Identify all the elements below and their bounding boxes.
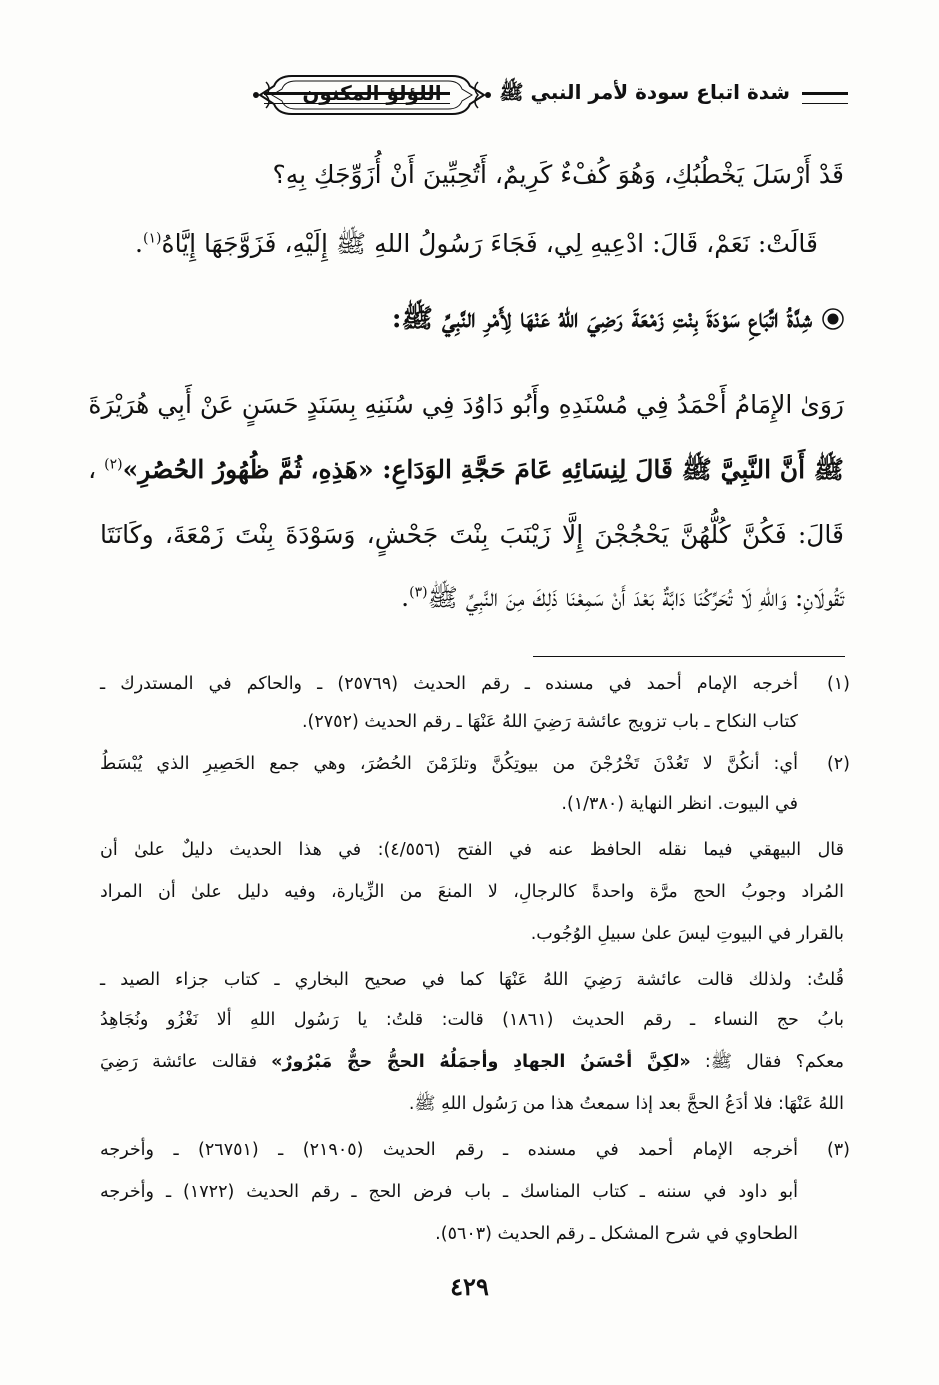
text-segment: تَقُولَانِ: وَاللهِ لَا تُحَرِّكُنَا دَابَّةٌ بَعْدَ أَنْ سَمِعْنَا ذَلِكَ مِنَ النَّبِيِّ ﷺ [427, 583, 844, 612]
text-line [401, 582, 844, 619]
page-number: ٤٢٩ [450, 1272, 489, 1301]
heading-text: شِدَّةُ اتِّبَاعِ سَوْدَةَ بِنْتِ زَمْعَةَ رَضِيَ اللهُ عَنْهَا لِأَمْرِ النَّبِيِّ ﷺ: [391, 304, 812, 334]
footnote-separator [533, 656, 845, 657]
text-line: قَالَ: فَكُنَّ كُلُّهُنَّ يَحْجُجْنَ إِلَّا زَيْنَبَ بِنْتَ جَحْشٍ، وَسَوْدَةَ بِنْتَ زَمْعَةَ، وكَانَتَا [100, 520, 844, 549]
footnote-line: المُراد وجوبُ الحج مرَّة واحدةً كالرجالِ، لا المنعَ من الزِّيارة، وفيه دليل علىٰ أن المراد [100, 882, 844, 902]
text-line [135, 228, 818, 265]
text-line [88, 454, 844, 491]
footnote-line: أخرجه الإمام أحمد في مسنده ـ رقم الحديث (٢٥٧٦٩) ـ والحاكم في المستدرك ـ [100, 674, 798, 694]
page-header [88, 62, 848, 132]
footnote-line: قال البيهقي فيما نقله الحافظ عنه في الفتح (٤/٥٥٦): في هذا الحديث دليلٌ علىٰ أن [100, 840, 844, 860]
footnote-line [100, 1050, 844, 1076]
footnote-line: أي: أنكُنَّ لا تَعُدْنَ تَخْرُجْنَ من بيوتِكُنَّ وتلزَمْنَ الحُصُرَ، وهي جمع الحَصِيرِ الذي يُبْسَطُ [100, 754, 798, 774]
footnote-segment: معكم؟ فقال ﷺ: [704, 1052, 844, 1072]
footnote-line: قُلتُ: ولذلك قالت عائشة رَضِيَ اللهُ عَنْهَا كما في صحيح البخاري ـ كتاب جزاء الصيد ـ [100, 970, 844, 990]
footnote-line: بابُ حج النساء ـ رقم الحديث (١٨٦١) قالت: قلتُ: يا رَسُول اللهِ ألا نَغْزُو ونُجَاهِدُ [100, 1010, 845, 1030]
text-segment: . [135, 229, 143, 258]
footnote-line: بالقرار في البيوتِ ليسَ علىٰ سبيلِ الوُجُوب. [530, 924, 844, 944]
running-title: شدة اتباع سودة لأمر النبي ﷺ [499, 80, 790, 104]
header-rule-right [802, 92, 848, 104]
text-segment: قَالَتْ: نَعَمْ، قَالَ: ادْعِيهِ لِي، فَجَاءَ رَسُولُ اللهِ ﷺ إِلَيْهِ، فَزَوَّجَهَا إِيَّاهُ [161, 229, 818, 258]
footnote-ref: (٣) [409, 584, 428, 601]
footnote-line: أخرجه الإمام أحمد في مسنده ـ رقم الحديث (٢١٩٠٥) ـ (٢٦٧٥١) ـ وأخرجه [100, 1140, 798, 1160]
section-heading [392, 302, 844, 340]
footnote-line: كتاب النكاح ـ باب تزويج عائشة رَضِيَ اللهُ عَنْهَا ـ رقم الحديث (٢٧٥٢). [301, 712, 798, 732]
book-title: اللؤلؤ المكنون [302, 81, 442, 105]
text-line: قَدْ أَرْسَلَ يَخْطُبُكِ، وَهُوَ كُفْءٌ كَرِيمٌ، أَتُحِبِّينَ أَنْ أُزَوِّجَكِ بِهِ؟ [272, 160, 844, 189]
footnote-number: (٢) [826, 754, 850, 774]
footnote-number: (١) [826, 674, 850, 694]
footnote-number: (٣) [826, 1140, 850, 1160]
footnote-line: في البيوت. انظر النهاية (١/٣٨٠). [561, 794, 798, 814]
footnote-segment: فقالت عائشة رَضِيَ [100, 1052, 257, 1072]
text-segment: ، [88, 455, 97, 484]
flower-bullet-icon [822, 308, 844, 330]
footnote-ref: (١) [143, 230, 162, 247]
footnote-line: أبو داود في سننه ـ كتاب المناسك ـ باب فرض الحج ـ رقم الحديث (١٧٢٢) ـ وأخرجه [100, 1182, 798, 1202]
text-segment: . [401, 583, 410, 612]
footnote-ref: (٢) [104, 456, 123, 473]
text-line: رَوَىٰ الإِمَامُ أَحْمَدُ فِي مُسْنَدِهِ وأَبُو دَاوُدَ فِي سُنَنِهِ بِسَنَدٍ حَسَنٍ عَنْ أَبِي هُرَيْرَةَ [88, 390, 844, 419]
book-title-badge [252, 68, 492, 122]
text-segment: ﷺ أَنَّ النَّبِيَّ ﷺ قَالَ لِنِسَائِهِ عَامَ حَجَّةِ الوَدَاعِ: «هَذِهِ، ثُمَّ ظُهُورُ الحُصُرِ» [122, 455, 844, 484]
hadith-quote: «لكِنَّ أحْسَنُ الجهادِ وأجمَلُهُ الحجُّ حجٌّ مَبْرُورٌ» [271, 1052, 691, 1072]
footnote-line: الطحاوي في شرح المشكل ـ رقم الحديث (٥٦٠٣). [435, 1224, 798, 1244]
footnote-line: اللهُ عَنْهَا: فلا أدَعُ الحجَّ بعد إذا سمعتُ هذا من رَسُول اللهِ ﷺ. [408, 1094, 844, 1114]
